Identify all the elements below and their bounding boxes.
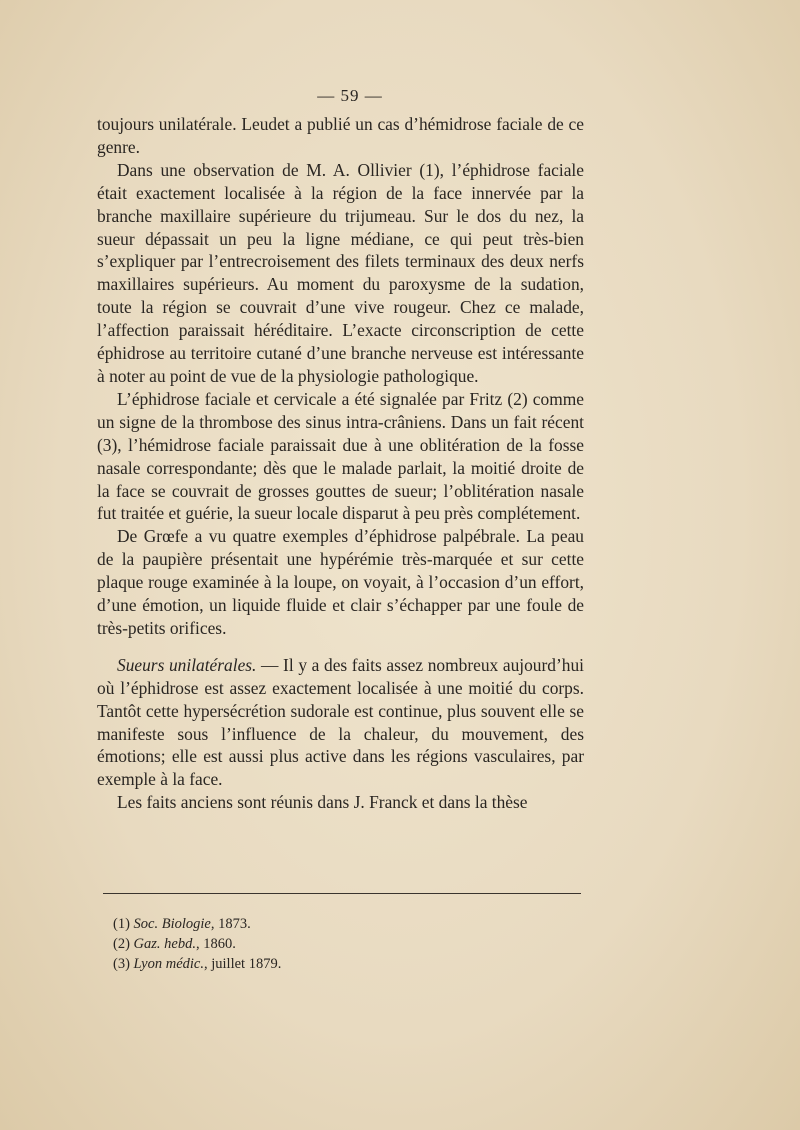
- footnote-rule: [103, 893, 581, 894]
- paragraph: De Grœfe a vu quatre exemples d’éphidrose palpébrale. La peau de la paupière présentait une hypérémie très-marquée et sur cette plaque rouge examinée à la loupe, on voyait, à l’occasion d’un effort, d’une émotion, un liquide fluide et clair s’échapper par une foule de très-petits orifices.: [97, 526, 584, 638]
- section-heading: Sueurs unilatérales.: [117, 654, 257, 675]
- footnote-detail: , 1873.: [210, 916, 251, 932]
- footnote-marker: (2): [113, 936, 134, 952]
- footnote-source: Soc. Biologie: [133, 916, 211, 932]
- footnote-detail: , 1860.: [195, 936, 236, 952]
- footnote: [113, 954, 573, 974]
- footnote-detail: , juillet 1879.: [204, 956, 282, 972]
- paragraph: Dans une observation de M. A. Ollivier (1), l’éphidrose faciale était exactement localisée à la région de la face innervée par la branche maxillaire supérieure du trijumeau. Sur le dos du nez, la sueur dépassait un peu la ligne médiane, ce qui peut très-bien s’expliquer par l’entrecroisement des filets terminaux des deux nerfs maxillaires supérieurs. Au moment du paroxysme de la sudation, toute la région se couvrait d’une vive rougeur. Chez ce malade, l’affection paraissait héréditaire. L’exacte circonscription de cette éphidrose au territoire cutané d’une branche nerveuse est intéressante à noter au point de vue de la physiologie pathologique.: [97, 159, 584, 386]
- page-number: — 59 —: [317, 86, 383, 105]
- paragraph: toujours unilatérale. Leudet a publié un cas d’hémidrose faciale de ce genre.: [97, 114, 584, 157]
- footnote: [113, 914, 573, 934]
- footnotes: [113, 914, 573, 974]
- footnote: [113, 934, 573, 954]
- paragraph: L’éphidrose faciale et cervicale a été signalée par Fritz (2) comme un signe de la thrombose des sinus intra-crâniens. Dans un fait récent (3), l’hémidrose faciale paraissait due à une oblitération de la fosse nasale correspondante; dès que le malade parlait, la moitié droite de la face se couvrait de grosses gouttes de sueur; l’oblitération nasale fut traitée et guérie, la sueur locale disparut à peu près complétement.: [97, 388, 584, 524]
- body-text: [97, 113, 584, 814]
- footnote-source: Lyon médic.: [133, 956, 204, 972]
- paragraph-text: — Il y a des faits assez nombreux aujourd’hui où l’éphidrose est assez exactement localisée à une moitié du corps. Tantôt cette hypersécrétion sudorale est continue, plus souvent elle se manifeste sous l’influence de la chaleur, du mouvement, des émotions; elle est aussi plus active dans les régions vasculaires, par exemple à la face.: [97, 654, 584, 790]
- paragraph: Les faits anciens sont réunis dans J. Franck et dans la thèse: [117, 792, 528, 813]
- section-paragraph: [97, 654, 584, 791]
- footnote-marker: (3): [113, 956, 134, 972]
- footnote-marker: (1): [113, 916, 134, 932]
- footnote-source: Gaz. hebd.: [133, 936, 196, 952]
